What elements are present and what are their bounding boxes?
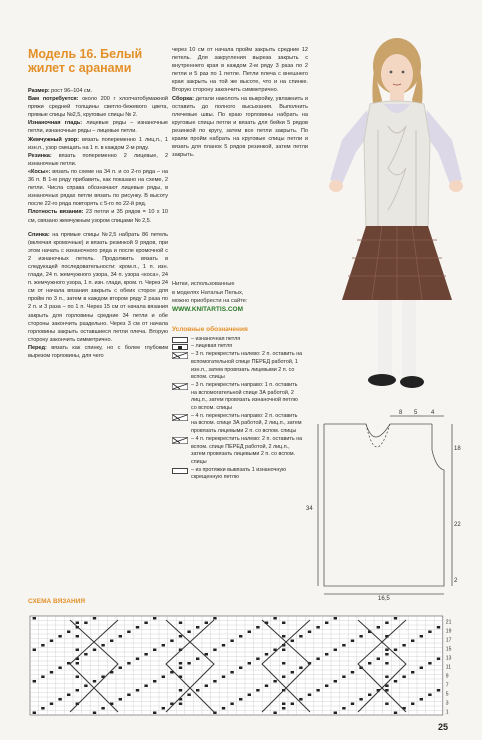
- chart-stitch-dot: [110, 640, 113, 643]
- legend-item: [172, 336, 304, 344]
- chart-stitch-dot: [325, 653, 328, 656]
- chart-stitch-dot: [265, 685, 268, 688]
- chart-stitch-dot: [76, 649, 79, 652]
- chart-stitch-dot: [119, 635, 122, 638]
- chart-stitch-dot: [101, 707, 104, 710]
- chart-stitch-dot: [299, 698, 302, 701]
- chart-stitch-dot: [222, 707, 225, 710]
- legend: [172, 326, 304, 482]
- yarn-sponsor-note: [172, 280, 312, 314]
- chart-stitch-dot: [144, 685, 147, 688]
- chart-stitch-dot: [394, 712, 397, 715]
- chart-stitch-dot: [67, 694, 70, 697]
- instruction-label: Перед:: [28, 344, 47, 351]
- chart-row-label: 13: [445, 655, 452, 662]
- chart-stitch-dot: [394, 680, 397, 683]
- chart-row-label: 21: [445, 619, 452, 626]
- chart-stitch-dot: [282, 622, 285, 625]
- chart-stitch-dot: [265, 653, 268, 656]
- chart-row-label: 19: [445, 628, 452, 635]
- chart-stitch-dot: [316, 626, 319, 629]
- legend-symbol-icon: [172, 437, 188, 443]
- instruction-paragraph: [28, 152, 168, 168]
- chart-stitch-dot: [420, 635, 423, 638]
- chart-stitch-dot: [420, 698, 423, 701]
- chart-stitch-dot: [248, 662, 251, 665]
- chart-stitch-dot: [93, 680, 96, 683]
- chart-stitch-dot: [58, 635, 61, 638]
- chart-row-label: 15: [445, 646, 452, 653]
- chart-stitch-dot: [342, 644, 345, 647]
- chart-stitch-dot: [153, 680, 156, 683]
- chart-stitch-dot: [325, 685, 328, 688]
- chart-stitch-dot: [239, 698, 242, 701]
- instruction-label: Вам потребуется:: [28, 96, 79, 103]
- chart-stitch-dot: [76, 635, 79, 638]
- chart-stitch-dot: [41, 707, 44, 710]
- chart-stitch-dot: [76, 622, 79, 625]
- assembly-text: детали наколоть на выкройку, увлажнить и оставить до полного высыхания. Выполнить плечевые швы. По краю горловины набрать на круговые спицы петли и вязать для бейки 5 рядов резинкой по кругу, затем все петли закрыть. По краям пройм набрать на круговые спицы петли и вязать для планок 5 рядов резинкой, затем петли закрыть.: [172, 95, 308, 159]
- chart-stitch-dot: [282, 662, 285, 665]
- chart-stitch-dot: [162, 644, 165, 647]
- chart-stitch-dot: [179, 689, 182, 692]
- instruction-text: вязать как спинку, но с более глубоким вырезом горловины, для чего: [28, 344, 168, 359]
- chart-stitch-dot: [385, 676, 388, 679]
- chart-stitch-dot: [84, 653, 87, 656]
- chart-stitch-dot: [351, 703, 354, 706]
- chart-stitch-dot: [291, 640, 294, 643]
- legend-text: – 3 п. перекрестить налево: 2 п. оставить на вспомогательной спице ПЕРЕД работой, 1 изн.п., затем провязать лицевыми 2 п. со вспом. спицы: [191, 351, 303, 381]
- chart-stitch-dot: [170, 640, 173, 643]
- chart-stitch-dot: [76, 689, 79, 692]
- chart-stitch-dot: [179, 622, 182, 625]
- chart-stitch-dot: [196, 689, 199, 692]
- chart-stitch-dot: [213, 680, 216, 683]
- chart-stitch-dot: [428, 694, 431, 697]
- chart-stitch-dot: [93, 712, 96, 715]
- dim-top-1: 8: [399, 410, 403, 416]
- chart-stitch-dot: [273, 680, 276, 683]
- chart-stitch-dot: [50, 640, 53, 643]
- legend-text: – 4 п. перекрестить направо: 2 п. оставить на вспом. спице ЗА работой, 2 лиц.п., затем провязать лицевыми 2 п. со вспом. спицы: [191, 412, 302, 435]
- chart-stitch-dot: [33, 712, 36, 715]
- chart-stitch-dot: [127, 694, 130, 697]
- legend-item: [172, 467, 304, 482]
- chart-stitch-dot: [179, 703, 182, 706]
- legend-item: [172, 436, 304, 467]
- chart-stitch-dot: [41, 644, 44, 647]
- chart-stitch-dot: [437, 689, 440, 692]
- chart-row-label: 9: [445, 673, 449, 680]
- instruction-text: лицевые ряды – изнаночные петли, изнаночные ряды – лицевые петли.: [28, 120, 168, 135]
- chart-stitch-dot: [256, 689, 259, 692]
- chart-stitch-dot: [239, 635, 242, 638]
- legend-symbol-icon: [172, 383, 188, 389]
- dim-right-2: 22: [454, 522, 461, 528]
- chart-stitch-dot: [205, 622, 208, 625]
- instructions-left-column: [28, 48, 168, 360]
- chart-stitch-dot: [351, 640, 354, 643]
- chart-stitch-dot: [411, 671, 414, 674]
- chart-stitch-dot: [179, 635, 182, 638]
- chart-stitch-dot: [162, 707, 165, 710]
- legend-symbol-icon: [172, 337, 188, 343]
- assembly-block-left: [28, 231, 168, 361]
- instruction-text: рост 96–104 см.: [49, 88, 92, 94]
- instruction-text: 23 петли и 35 рядов = 10 х 10 см, связано жемчужным узором спицами № 2,5.: [28, 209, 168, 224]
- legend-text: – 4 п. перекрестить налево: 2 п. оставить на вспом. спице ПЕРЕД работой, 2 лиц.п., затем провязать лицевыми 2 п. со вспом. спицы: [191, 435, 303, 465]
- chart-stitch-dot: [248, 694, 251, 697]
- chart-stitch-dot: [76, 676, 79, 679]
- chart-stitch-dot: [101, 644, 104, 647]
- chart-stitch-dot: [334, 712, 337, 715]
- chart-stitch-dot: [282, 707, 285, 710]
- instruction-text: на прямые спицы №2,5 набрать 86 петель (включая кромочные) и вязать резинкой 9 рядов, при этом начать с изнаночного ряда и после кромочной с 2 изнаночных петель. Продолжить вязать в следующей последовательности: кром.п., 1 п. изн. глади, 24 п. жемчужного узора, 34 п. узора «коса», 24 п. жемчужного узора, 1 п. изн. глади, кром. п. Через 24 см от начала вязания закрыть с обеих сторон для пройм по 3 п., затем в каждом втором ряду 2 раза по 2 п. и 3 раза – по 1 п. Через 15 см от начала вязания закрыть для горловины средние 34 петли и обе стороны закончить раздельно. Через 3 см от начала горловины закрыть оставшиеся петли плеча. Вторую сторону закончить симметрично.: [28, 231, 168, 343]
- chart-stitch-dot: [325, 622, 328, 625]
- model-title: Модель 16. Белый жилет с аранами: [28, 47, 143, 75]
- legend-item: [172, 382, 304, 413]
- chart-stitch-dot: [33, 680, 36, 683]
- legend-text: – изнаночная петля: [191, 335, 241, 342]
- instruction-label: Плотность вязания:: [28, 209, 84, 216]
- chart-stitch-dot: [93, 649, 96, 652]
- chart-stitch-dot: [33, 649, 36, 652]
- chart-stitch-dot: [334, 649, 337, 652]
- chart-stitch-dot: [179, 662, 182, 665]
- chart-stitch-dot: [273, 617, 276, 620]
- legend-symbol-icon: [172, 344, 188, 350]
- chart-stitch-dot: [334, 617, 337, 620]
- sponsor-line-3: можно приобрести на сайте:: [172, 298, 248, 304]
- chart-stitch-dot: [291, 671, 294, 674]
- instruction-text: вязать попеременно 1 лиц.п., 1 изн.п., узор смещать на 1 п. в каждом 2-м ряду.: [28, 136, 168, 151]
- legend-item: [172, 351, 304, 382]
- chart-stitch-dot: [136, 626, 139, 629]
- legend-symbol-icon: [172, 468, 188, 474]
- chart-stitch-dot: [153, 617, 156, 620]
- instruction-paragraph: [28, 87, 168, 95]
- instruction-paragraph: [28, 344, 168, 360]
- chart-stitch-dot: [153, 649, 156, 652]
- sponsor-url[interactable]: WWW.KNITARTIS.COM: [172, 305, 244, 313]
- dim-right-1: 18: [454, 446, 461, 452]
- chart-stitch-dot: [402, 676, 405, 679]
- chart-stitch-dot: [282, 649, 285, 652]
- chart-stitch-dot: [402, 644, 405, 647]
- chart-stitch-dot: [162, 676, 165, 679]
- chart-stitch-dot: [256, 626, 259, 629]
- chart-stitch-dot: [239, 667, 242, 670]
- chart-stitch-dot: [411, 703, 414, 706]
- chart-stitch-dot: [316, 689, 319, 692]
- chart-stitch-dot: [437, 658, 440, 661]
- chart-row-label: 3: [445, 700, 449, 707]
- chart-stitch-dot: [377, 658, 380, 661]
- chart-stitch-dot: [394, 617, 397, 620]
- instruction-label: «Косы»:: [28, 168, 51, 175]
- chart-stitch-dot: [196, 626, 199, 629]
- instruction-paragraph: [28, 136, 168, 152]
- chart-stitch-dot: [230, 671, 233, 674]
- chart-stitch-dot: [41, 676, 44, 679]
- chart-stitch-dot: [316, 658, 319, 661]
- chart-stitch-dot: [428, 631, 431, 634]
- chart-stitch-dot: [50, 703, 53, 706]
- legend-title: Условные обозначения: [172, 326, 248, 333]
- chart-stitch-dot: [136, 689, 139, 692]
- chart-stitch-dot: [127, 631, 130, 634]
- chart-row-label: 7: [445, 682, 449, 689]
- instruction-text: около 200 г хлопчатобумажной пряжи средней толщины светло-бежевого цвета, прямые спицы №2,5, круговые спицы № 2.: [28, 96, 168, 119]
- chart-stitch-dot: [76, 662, 79, 665]
- dim-left: 34: [306, 506, 313, 512]
- materials-block: [28, 87, 168, 225]
- instruction-label: Изнаночная гладь:: [28, 120, 83, 127]
- chart-stitch-dot: [368, 662, 371, 665]
- chart-stitch-dot: [334, 680, 337, 683]
- dim-top-3: 4: [431, 410, 435, 416]
- chart-stitch-dot: [359, 635, 362, 638]
- model-photo: [312, 30, 482, 402]
- sponsor-line-1: Нитки, использованные: [172, 281, 235, 287]
- chart-stitch-dot: [420, 667, 423, 670]
- legend-text: – из протяжки вывязать 1 изнаночную скрещенную петлю: [191, 466, 287, 481]
- chart-stitch-dot: [351, 671, 354, 674]
- chart-stitch-dot: [127, 662, 130, 665]
- chart-stitch-dot: [213, 617, 216, 620]
- sponsor-line-2: в моделях Натальи Пелых,: [172, 289, 244, 296]
- assembly-label: Сборка:: [172, 95, 195, 102]
- instruction-label: Размер:: [28, 88, 50, 94]
- legend-text: – 3 п. перекрестить направо: 1 п. оставить на вспомогательной спице ЗА работой, 2 лиц.п., затем провязать изнаночной петлю со вспом. спицы: [191, 381, 298, 412]
- instruction-paragraph: [28, 168, 168, 208]
- chart-stitch-dot: [58, 667, 61, 670]
- chart-stitch-dot: [385, 653, 388, 656]
- chart-row-label: 11: [445, 664, 452, 671]
- instructions-mid-column: [172, 46, 308, 159]
- legend-symbol-icon: [172, 414, 188, 420]
- chart-stitch-dot: [187, 694, 190, 697]
- chart-stitch-dot: [342, 676, 345, 679]
- chart-stitch-dot: [144, 622, 147, 625]
- chart-row-label: 5: [445, 691, 449, 698]
- chart-stitch-dot: [428, 662, 431, 665]
- chart-grid: [30, 616, 443, 715]
- chart-stitch-dot: [67, 631, 70, 634]
- instruction-label: Жемчужный узор:: [28, 136, 79, 143]
- chart-stitch-dot: [187, 662, 190, 665]
- chart-stitch-dot: [282, 635, 285, 638]
- chart-stitch-dot: [58, 698, 61, 701]
- chart-stitch-dot: [119, 698, 122, 701]
- chart-stitch-dot: [342, 707, 345, 710]
- pattern-schematic: [304, 410, 464, 600]
- chart-stitch-dot: [437, 626, 440, 629]
- chart-stitch-dot: [411, 640, 414, 643]
- chart-stitch-dot: [230, 640, 233, 643]
- chart-stitch-dot: [205, 653, 208, 656]
- chart-stitch-dot: [136, 658, 139, 661]
- chart-title: СХЕМА ВЯЗАНИЯ: [28, 598, 86, 605]
- chart-row-label: 1: [445, 709, 449, 716]
- chart-stitch-dot: [377, 626, 380, 629]
- chart-stitch-dot: [308, 631, 311, 634]
- chart-stitch-dot: [256, 658, 259, 661]
- front-continuation: через 10 см от начала пройм закрыть средние 12 петель. Для закругления выреза закрыть с внутреннего края в каждом 2-м ряду 3 раза по 2 петли и 5 раз по 1 петле. Петли плеча с внешнего края закрыть на той же высоте, что и на спинке. Вторую сторону закончить симметрично.: [172, 47, 308, 94]
- legend-text: – лицевая петля: [191, 343, 233, 350]
- chart-stitch-dot: [299, 667, 302, 670]
- chart-stitch-dot: [385, 649, 388, 652]
- chart-stitch-dot: [291, 703, 294, 706]
- chart-stitch-dot: [222, 676, 225, 679]
- legend-item: [172, 413, 304, 436]
- instruction-text: вязать по схеме на 34 п. и со 2-го ряда – на 36 п. В 1-м ряду прибавить, как показано на схеме, 2 петли. Числа справа обозначают лицевые ряды, в изнаночных рядах петли вязать по рисунку. В высоту после 22-го ряда повторять с 5-го по 22-й ряд.: [28, 168, 168, 208]
- chart-stitch-dot: [144, 653, 147, 656]
- chart-stitch-dot: [119, 667, 122, 670]
- chart-stitch-dot: [230, 703, 233, 706]
- chart-stitch-dot: [394, 649, 397, 652]
- chart-stitch-dot: [273, 712, 276, 715]
- chart-stitch-dot: [84, 622, 87, 625]
- instruction-label: Спинка:: [28, 231, 50, 238]
- chart-stitch-dot: [359, 698, 362, 701]
- knitting-chart: [28, 612, 452, 718]
- page-number: 25: [438, 722, 449, 732]
- chart-stitch-dot: [50, 671, 53, 674]
- chart-stitch-dot: [282, 703, 285, 706]
- instruction-paragraph: [28, 231, 168, 344]
- dim-bottom: 16,5: [378, 596, 390, 602]
- chart-stitch-dot: [93, 617, 96, 620]
- chart-stitch-dot: [187, 631, 190, 634]
- instruction-label: Резинка:: [28, 152, 52, 159]
- legend-item: [172, 343, 304, 351]
- chart-stitch-dot: [179, 667, 182, 670]
- chart-stitch-dot: [222, 644, 225, 647]
- chart-stitch-dot: [248, 631, 251, 634]
- instruction-text: вязать попеременно 2 лицевые, 2 изнаночные петли.: [28, 152, 168, 167]
- chart-stitch-dot: [385, 622, 388, 625]
- chart-stitch-dot: [205, 685, 208, 688]
- legend-symbol-icon: [172, 352, 188, 358]
- chart-stitch-dot: [33, 617, 36, 620]
- instruction-paragraph: [28, 95, 168, 119]
- chart-stitch-dot: [299, 635, 302, 638]
- chart-stitch-dot: [385, 662, 388, 665]
- chart-stitch-dot: [368, 694, 371, 697]
- instruction-paragraph: [28, 208, 168, 224]
- chart-stitch-dot: [196, 658, 199, 661]
- chart-stitch-dot: [385, 703, 388, 706]
- chart-stitch-dot: [153, 712, 156, 715]
- instruction-paragraph: [28, 119, 168, 135]
- chart-stitch-dot: [84, 685, 87, 688]
- chart-stitch-dot: [308, 694, 311, 697]
- chart-row-label: 17: [445, 637, 452, 644]
- chart-stitch-dot: [282, 676, 285, 679]
- dim-top-2: 5: [414, 410, 418, 416]
- dim-right-3: 2: [454, 578, 458, 584]
- chart-stitch-dot: [213, 649, 216, 652]
